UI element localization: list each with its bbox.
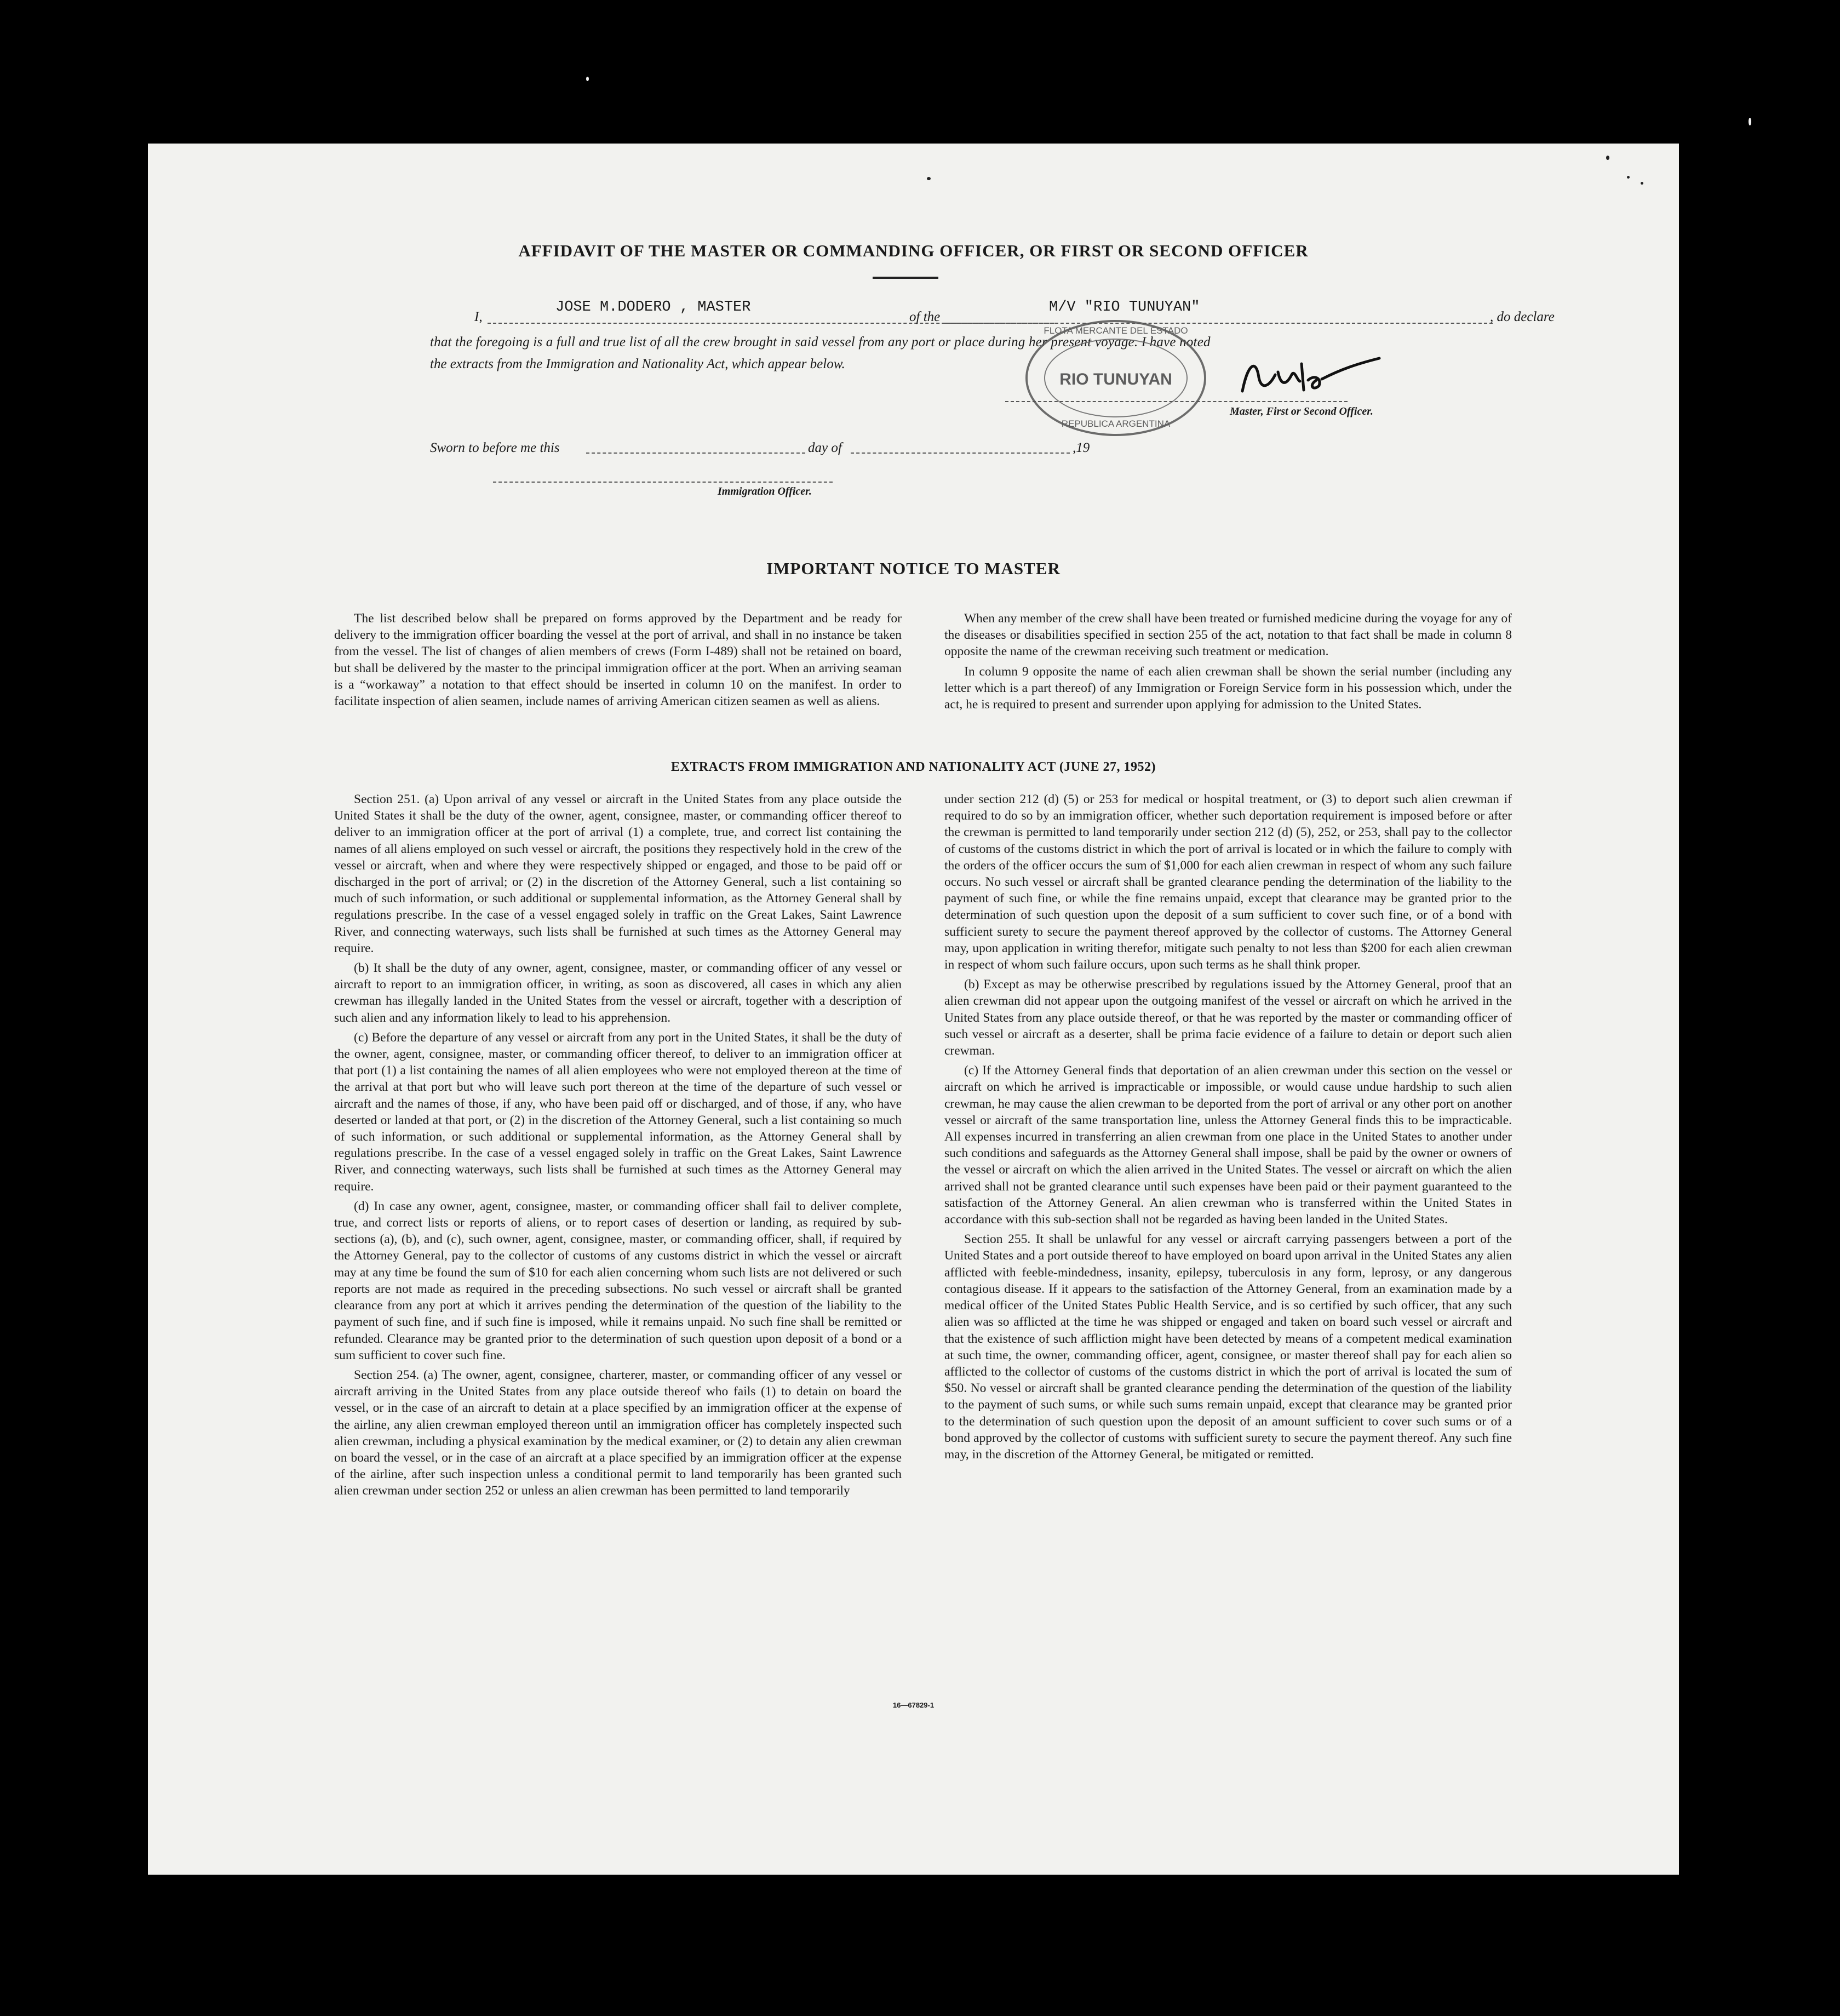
extracts-left-column — [334, 791, 902, 1499]
section-251-d: (d) In case any owner, agent, consignee, master, or commanding officer shall fail to deliver complete, true, and correct lists or reports of aliens, or to report cases of desertion or landing, as required by sub-sections (a), (b), and (c), such owner, agent, consignee, master, or commanding officer, shall, if required by the Attorney General, pay to the collector of customs of any customs district in which the vessel or aircraft may at any time be found the sum of $10 for each alien concerning whom such lists are not delivered or such reports are not made as required in the preceding subsections. No such vessel or aircraft shall be granted clearance from any port at which it arrives pending the determination of the question of the liability to the payment of such fine, and if such fine is imposed, while it remains unpaid. No such fine shall be remitted or refunded. Clearance may be granted prior to the determination of such question upon deposit of a bond or a sum sufficient to cover such fine. — [334, 1199, 902, 1362]
notice-title: IMPORTANT NOTICE TO MASTER — [766, 559, 1061, 578]
do-declare-label: , do declare — [1490, 310, 1555, 324]
form-code: 16—67829-1 — [892, 1701, 935, 1709]
scan-speck — [1641, 182, 1643, 185]
immigration-officer-underline — [493, 482, 833, 483]
declaration-line-2: the extracts from the Immigration and Nationality Act, which appear below. — [430, 357, 845, 371]
section-254-c: (c) If the Attorney General finds that deportation of an alien crewman under this section on the vessel or aircraft on which he arrived is impracticable or impossible, or would cause undue hardship to such alien crewman, he may cause the alien crewman to be deported from the port of arrival or any other port on another vessel or aircraft of the same transportation line, unless the Attorney General finds this to be impracticable. All expenses incurred in transferring an alien crewman from one place in the United States to another under such conditions and safeguards as the Attorney General shall impose, shall be paid by the owner or owners of the vessel or aircraft on which the alien arrived in the United States. The vessel or aircraft on which the alien arrived shall not be granted clearance until such expenses have been paid or their payment guaranteed to the satisfaction of the Attorney General. An alien crewman who is transferred within the United States in accordance with this sub-section shall not be regarded as having been landed in the United States. — [944, 1063, 1512, 1227]
signature-caption: Master, First or Second Officer. — [1230, 405, 1373, 417]
sworn-day-underline — [586, 453, 805, 454]
vessel-name-field: M/V "RIO TUNUYAN" — [1049, 299, 1200, 316]
stamp-vessel-name: RIO TUNUYAN — [1059, 370, 1172, 388]
vessel-stamp — [1025, 320, 1206, 436]
i-label: I, — [474, 310, 483, 324]
vessel-underline — [945, 323, 1493, 324]
extracts-title: EXTRACTS FROM IMMIGRATION AND NATIONALITY ACT (JUNE 27, 1952) — [671, 760, 1156, 774]
section-254-b: (b) Except as may be otherwise prescribed by regulations issued by the Attorney General, proof that an alien crewman did not appear upon the outgoing manifest of the vessel or aircraft on which he arrived in the United States from any place outside thereof, or that he was reported by the master or commanding officer of such vessel or aircraft as a deserter, shall be prima facie evidence of a failure to detain or deport such alien crewman. — [944, 977, 1512, 1058]
signature-underline — [1005, 401, 1348, 402]
section-255: Section 255. It shall be unlawful for any vessel or aircraft carrying passengers between a port of the United States and a port outside thereof to have employed on board upon arrival in the United States any alien afflicted with feeble-mindedness, insanity, epilepsy, tuberculosis in any form, leprosy, or any dangerous contagious disease. If it appears to the satisfaction of the Attorney General, from an examination made by a medical officer of the United States Public Health Service, and is so certified by such officer, that any such alien was so afflicted at the time he was shipped or engaged and taken on board such vessel or aircraft and that the existence of such affliction might have been detected by means of a competent medical examination at such time, the owner, commanding officer, agent, consignee, or master thereof shall pay for each alien so afflicted to the collector of customs of the customs district in which the port of arrival is located the sum of $50. No vessel or aircraft shall be granted clearance pending the determination of the question of the liability to the payment of such sums, or while such sums remain unpaid, except that clearance may be granted prior to the determination of such question upon the deposit of an amount sufficient to cover such sums or of a bond approved by the collector of customs with sufficient surety to secure the payment thereof. Any such fine may, in the discretion of the Attorney General, be mitigated or remitted. — [944, 1232, 1512, 1462]
day-of-label: day of — [808, 440, 842, 455]
notice-left-column — [334, 610, 902, 709]
notice-left-paragraph: The list described below shall be prepared on forms approved by the Department and be ready for delivery to the immigration officer boarding the vessel at the port of arrival, and shall in no instance be taken from the vessel. The list of changes of alien members of crews (Form I-489) shall not be retained on board, but shall be delivered by the master to the principal immigration officer at the port. When an arriving seaman is a “workaway” a notation to that effect should be inserted in column 10 on the manifest. In order to facilitate inspection of alien seamen, include names of arriving American citizen seamen as well as aliens. — [334, 611, 902, 709]
sworn-month-underline — [851, 453, 1070, 454]
document-page — [148, 144, 1679, 1875]
section-254-a-continued: under section 212 (d) (5) or 253 for medical or hospital treatment, or (3) to deport such alien crewman if required to do so by an immigration officer, whether such deportation requirement is imposed before or after the crewman is permitted to land temporarily under section 212 (d) (5), 252, or 253, shall pay to the collector of customs of the customs district in which the port of arrival is located or in which the failure to comply with the orders of the officer occurs the sum of $1,000 for each alien crewman in respect of whom any such failure occurs. No such vessel or aircraft shall be granted clearance pending the determination of the liability to the payment of such fine, or while the fine remains unpaid, except that clearance may be granted prior to the determination of such question upon the deposit of a sum sufficient to cover such fine, or of a bond with sufficient surety to secure the payment thereof approved by the collector of customs. The Attorney General may, upon application in writing therefor, mitigate such penalty to not less than $200 for each alien crewman in respect of whom such failure occurs, upon such terms as he shall think proper. — [944, 792, 1512, 972]
stamp-bottom-text: REPUBLICA ARGENTINA — [1061, 419, 1171, 429]
affidavit-title: AFFIDAVIT OF THE MASTER OR COMMANDING OFFICER, OR FIRST OR SECOND OFFICER — [518, 241, 1309, 260]
section-251-b: (b) It shall be the duty of any owner, agent, consignee, master, or commanding officer of any vessel or aircraft to report to an immigration officer, in writing, as soon as discovered, all cases in which any alien crewman has illegally landed in the United States from the vessel or aircraft, together with a description of such alien and any information likely to lead to his apprehension. — [334, 961, 902, 1025]
notice-right-paragraph-2: In column 9 opposite the name of each alien crewman shall be shown the serial number (including any letter which is a part thereof) of any Immigration or Foreign Service form in his possession which, under the act, he is required to present and surrender upon applying for admission to the United States. — [944, 664, 1512, 712]
master-name-field: JOSE M.DODERO , MASTER — [555, 299, 751, 316]
scan-speck — [1627, 176, 1630, 179]
year-label: ,19 — [1073, 440, 1090, 455]
master-signature — [1231, 347, 1385, 408]
scan-speck — [1749, 118, 1751, 125]
immigration-officer-caption: Immigration Officer. — [718, 485, 812, 497]
scan-speck — [586, 77, 589, 81]
section-251-a: Section 251. (a) Upon arrival of any vessel or aircraft in the United States from any place outside the United States it shall be the duty of the owner, agent, consignee, master, or commanding officer thereof to deliver to an immigration officer at the port of arrival (1) a complete, true, and correct list containing the names of all aliens employed on such vessel or aircraft, the positions they respectively hold in the crew of the vessel or aircraft, when and where they were respectively shipped or engaged, and those to be paid off or discharged in the port of arrival; or (2) in the discretion of the Attorney General, such a list containing so much of such information, or such additional or supplemental information, as the Attorney General shall by regulations prescribe. In the case of a vessel engaged solely in traffic on the Great Lakes, Saint Lawrence River, and connecting waterways, such lists shall be furnished at such times as the Attorney General may require. — [334, 792, 902, 955]
notice-right-column — [944, 610, 1512, 713]
scan-speck — [1606, 156, 1609, 160]
notice-right-paragraph-1: When any member of the crew shall have been treated or furnished medicine during the voyage for any of the diseases or disabilities specified in section 255 of the act, notation to that fact shall be made in column 8 opposite the name of the crewman receiving such treatment or medication. — [944, 611, 1512, 659]
declaration-line-1: that the foregoing is a full and true list of all the crew brought in said vessel from any port or place during her present voyage. I have noted — [430, 335, 1211, 350]
sworn-label: Sworn to before me this — [430, 440, 560, 455]
of-the-label: of the — [909, 310, 941, 324]
section-251-c: (c) Before the departure of any vessel or aircraft from any port in the United States, it shall be the duty of the owner, agent, consignee, master, or commanding officer thereof, to deliver to an immigration officer at that port (1) a list containing the names of all alien employees who were not employed thereon at the time of the arrival at that port but who will leave such port thereon at the time of the departure of such vessel or aircraft and the names of those, if any, who have been paid off or discharged, and of those, if any, who have deserted or landed at that port, or (2) in the discretion of the Attorney General, such a list containing so much of such information, or such additional or supplemental information, as the Attorney General shall by regulations prescribe. In the case of a vessel engaged solely in traffic on the Great Lakes, Saint Lawrence River, and connecting waterways, such lists shall be furnished at such times as the Attorney General may require. — [334, 1030, 902, 1194]
scan-speck — [927, 177, 931, 180]
title-divider — [873, 277, 938, 279]
extracts-right-column — [944, 791, 1512, 1463]
section-254-a: Section 254. (a) The owner, agent, consignee, charterer, master, or commanding officer of any vessel or aircraft arriving in the United States from any place outside thereof who fails (1) to detain on board the vessel, or in the case of an aircraft to detain at a place specified by an immigration officer at the expense of the airline, any alien crewman employed thereon until an immigration officer has completely inspected such alien crewman, including a physical examination by the medical examiner, or (2) to detain any alien crewman on board the vessel, or in the case of an aircraft at a place specified by an immigration officer at the expense of the airline, after such inspection unless a conditional permit to land temporarily has been granted such alien crewman under section 252 or unless an alien crewman has been permitted to land temporarily — [334, 1367, 902, 1498]
stamp-top-text: FLOTA MERCANTE DEL ESTADO — [1044, 325, 1188, 336]
